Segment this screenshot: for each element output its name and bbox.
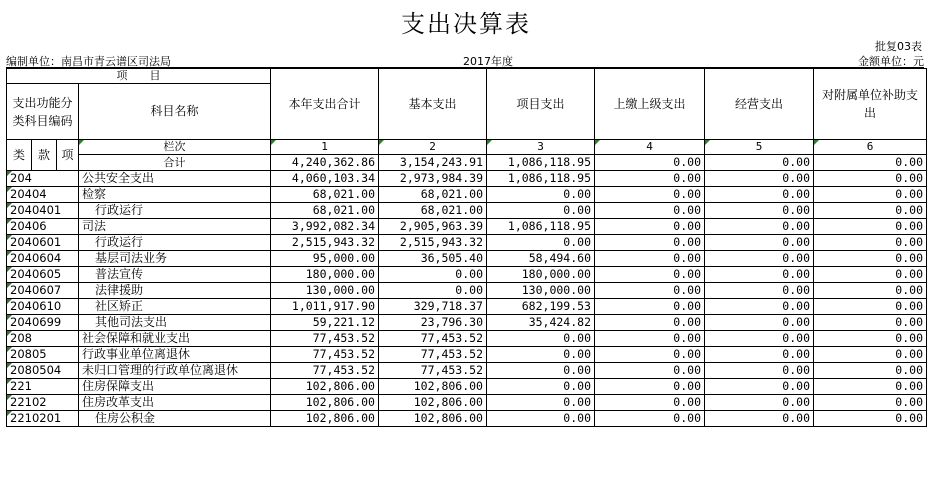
amount-cell[interactable]: 0.00: [705, 347, 814, 363]
amount-cell[interactable]: 0.00: [595, 331, 705, 347]
amount-cell[interactable]: 59,221.12: [271, 315, 379, 331]
func-code-cell[interactable]: 2080504: [7, 363, 79, 379]
subject-name-cell[interactable]: 未归口管理的行政单位离退休: [79, 363, 271, 379]
amount-cell[interactable]: 35,424.82: [487, 315, 595, 331]
subject-name-cell[interactable]: 住房公积金: [79, 411, 271, 427]
amount-cell[interactable]: 2,515,943.32: [271, 235, 379, 251]
amount-cell[interactable]: 102,806.00: [271, 411, 379, 427]
amount-cell[interactable]: 0.00: [705, 379, 814, 395]
amount-cell[interactable]: 0.00: [814, 331, 927, 347]
amount-cell[interactable]: 0.00: [705, 411, 814, 427]
amount-cell[interactable]: 0.00: [487, 347, 595, 363]
table-row: [7, 411, 927, 427]
amount-cell[interactable]: 0.00: [705, 315, 814, 331]
amount-cell[interactable]: 0.00: [814, 251, 927, 267]
func-code-cell[interactable]: 20805: [7, 347, 79, 363]
header-row-1: [7, 69, 927, 84]
amount-cell[interactable]: 68,021.00: [379, 187, 487, 203]
amount-cell[interactable]: 58,494.60: [487, 251, 595, 267]
header-total[interactable]: 本年支出合计: [271, 69, 379, 140]
header-lei[interactable]: 类: [7, 140, 32, 171]
table-row: [7, 187, 927, 203]
amount-cell[interactable]: 0.00: [814, 235, 927, 251]
func-code-cell[interactable]: 2210201: [7, 411, 79, 427]
amount-cell[interactable]: 0.00: [814, 267, 927, 283]
amount-cell[interactable]: 0.00: [814, 363, 927, 379]
col-number-2[interactable]: 2: [379, 140, 487, 155]
amount-unit: 金额单位：元: [858, 55, 924, 68]
amount-cell[interactable]: 0.00: [705, 251, 814, 267]
subject-name-cell[interactable]: 行政事业单位离退休: [79, 347, 271, 363]
amount-cell[interactable]: 0.00: [814, 347, 927, 363]
func-code-cell[interactable]: 204: [7, 171, 79, 187]
amount-cell[interactable]: 77,453.52: [271, 331, 379, 347]
header-project[interactable]: 项目支出: [487, 69, 595, 140]
subject-name-cell[interactable]: 其他司法支出: [79, 315, 271, 331]
amount-cell[interactable]: 0.00: [705, 219, 814, 235]
func-code-cell[interactable]: 208: [7, 331, 79, 347]
amount-cell[interactable]: 3,992,082.34: [271, 219, 379, 235]
amount-cell[interactable]: 77,453.52: [379, 363, 487, 379]
func-code-cell[interactable]: 221: [7, 379, 79, 395]
amount-cell[interactable]: 0.00: [814, 203, 927, 219]
func-code-cell[interactable]: 22102: [7, 395, 79, 411]
amount-cell[interactable]: 0.00: [814, 171, 927, 187]
amount-cell[interactable]: 0.00: [487, 203, 595, 219]
table-row: [7, 395, 927, 411]
header-basic[interactable]: 基本支出: [379, 69, 487, 140]
amount-cell[interactable]: 0.00: [487, 363, 595, 379]
subject-name-cell[interactable]: 公共安全支出: [79, 171, 271, 187]
header-subject-name[interactable]: 科目名称: [79, 84, 271, 140]
subject-name-cell[interactable]: 社区矫正: [79, 299, 271, 315]
col-number-5[interactable]: 5: [705, 140, 814, 155]
table-row: [7, 379, 927, 395]
total-row: [7, 155, 927, 171]
form-code: 批复03表: [875, 40, 922, 53]
amount-cell[interactable]: 102,806.00: [379, 395, 487, 411]
meta-row: [0, 52, 928, 68]
table-row: [7, 347, 927, 363]
func-code-cell[interactable]: 2040607: [7, 283, 79, 299]
table-row: [7, 299, 927, 315]
amount-cell[interactable]: 2,905,963.39: [379, 219, 487, 235]
table-row: [7, 267, 927, 283]
amount-cell[interactable]: 682,199.53: [487, 299, 595, 315]
amount-cell[interactable]: 180,000.00: [487, 267, 595, 283]
func-code-cell[interactable]: 20406: [7, 219, 79, 235]
amount-cell[interactable]: 0.00: [595, 251, 705, 267]
amount-cell[interactable]: 0.00: [705, 283, 814, 299]
amount-cell[interactable]: 102,806.00: [379, 411, 487, 427]
col-number-1[interactable]: 1: [271, 140, 379, 155]
amount-cell[interactable]: 0.00: [705, 331, 814, 347]
amount-cell[interactable]: 0.00: [487, 187, 595, 203]
col-number-6[interactable]: 6: [814, 140, 927, 155]
table-row: [7, 203, 927, 219]
amount-cell[interactable]: 0.00: [705, 267, 814, 283]
amount-cell[interactable]: 0.00: [705, 299, 814, 315]
amount-cell[interactable]: 0.00: [487, 379, 595, 395]
header-func-code[interactable]: 支出功能分类科目编码: [7, 84, 79, 140]
amount-cell[interactable]: 77,453.52: [271, 363, 379, 379]
amount-cell[interactable]: 0.00: [595, 363, 705, 379]
amount-cell[interactable]: 0.00: [487, 411, 595, 427]
amount-cell[interactable]: 0.00: [595, 235, 705, 251]
amount-cell[interactable]: 77,453.52: [271, 347, 379, 363]
amount-cell[interactable]: 77,453.52: [379, 331, 487, 347]
subject-name-cell[interactable]: 法律援助: [79, 283, 271, 299]
amount-cell[interactable]: 68,021.00: [379, 203, 487, 219]
table-row: [7, 219, 927, 235]
amount-cell[interactable]: 0.00: [595, 379, 705, 395]
amount-cell[interactable]: 36,505.40: [379, 251, 487, 267]
amount-cell[interactable]: 0.00: [595, 283, 705, 299]
func-code-cell[interactable]: 2040604: [7, 251, 79, 267]
col-number-3[interactable]: 3: [487, 140, 595, 155]
year-label: 2017年度: [463, 55, 513, 68]
amount-cell[interactable]: 0.00: [705, 171, 814, 187]
amount-cell[interactable]: 0.00: [487, 331, 595, 347]
total-cell[interactable]: 1,086,118.95: [487, 155, 595, 171]
amount-cell[interactable]: 0.00: [595, 203, 705, 219]
subject-name-cell[interactable]: 住房保障支出: [79, 379, 271, 395]
amount-cell[interactable]: 0.00: [814, 379, 927, 395]
unit-label: 编制单位：南昌市青云谱区司法局: [6, 55, 171, 68]
total-cell[interactable]: 3,154,243.91: [379, 155, 487, 171]
amount-cell[interactable]: 0.00: [595, 171, 705, 187]
subject-name-cell[interactable]: 基层司法业务: [79, 251, 271, 267]
amount-cell[interactable]: 1,086,118.95: [487, 171, 595, 187]
amount-cell[interactable]: 102,806.00: [379, 379, 487, 395]
amount-cell[interactable]: 95,000.00: [271, 251, 379, 267]
expenditure-table: [6, 68, 927, 427]
amount-cell[interactable]: 0.00: [595, 299, 705, 315]
amount-cell[interactable]: 0.00: [814, 219, 927, 235]
total-cell[interactable]: 0.00: [705, 155, 814, 171]
func-code-cell[interactable]: 2040610: [7, 299, 79, 315]
func-code-cell[interactable]: 2040601: [7, 235, 79, 251]
amount-cell[interactable]: 130,000.00: [487, 283, 595, 299]
amount-cell[interactable]: 77,453.52: [379, 347, 487, 363]
header-xiang[interactable]: 项: [57, 140, 79, 171]
header-heji[interactable]: 合计: [79, 155, 271, 171]
subject-name-cell[interactable]: 社会保障和就业支出: [79, 331, 271, 347]
amount-cell[interactable]: 0.00: [814, 395, 927, 411]
amount-cell[interactable]: 2,973,984.39: [379, 171, 487, 187]
amount-cell[interactable]: 0.00: [814, 283, 927, 299]
amount-cell[interactable]: 0.00: [705, 363, 814, 379]
header-upper[interactable]: 上缴上级支出: [595, 69, 705, 140]
amount-cell[interactable]: 0.00: [379, 283, 487, 299]
amount-cell[interactable]: 0.00: [814, 411, 927, 427]
header-kuan[interactable]: 款: [32, 140, 57, 171]
amount-cell[interactable]: 0.00: [595, 187, 705, 203]
amount-cell[interactable]: 102,806.00: [271, 379, 379, 395]
table-row: [7, 331, 927, 347]
func-code-cell[interactable]: 2040401: [7, 203, 79, 219]
amount-cell[interactable]: 0.00: [595, 395, 705, 411]
total-cell[interactable]: 0.00: [595, 155, 705, 171]
subject-name-cell[interactable]: 行政运行: [79, 203, 271, 219]
amount-cell[interactable]: 2,515,943.32: [379, 235, 487, 251]
amount-cell[interactable]: 0.00: [595, 315, 705, 331]
func-code-cell[interactable]: 2040605: [7, 267, 79, 283]
amount-cell[interactable]: 0.00: [814, 299, 927, 315]
amount-cell[interactable]: 4,060,103.34: [271, 171, 379, 187]
func-code-cell[interactable]: 2040699: [7, 315, 79, 331]
amount-cell[interactable]: 0.00: [595, 267, 705, 283]
total-cell[interactable]: 4,240,362.86: [271, 155, 379, 171]
amount-cell[interactable]: 0.00: [595, 347, 705, 363]
table-row: [7, 235, 927, 251]
amount-cell[interactable]: 180,000.00: [271, 267, 379, 283]
amount-cell[interactable]: 0.00: [487, 235, 595, 251]
amount-cell[interactable]: 102,806.00: [271, 395, 379, 411]
amount-cell[interactable]: 0.00: [487, 395, 595, 411]
amount-cell[interactable]: 1,011,917.90: [271, 299, 379, 315]
subject-name-cell[interactable]: 检察: [79, 187, 271, 203]
table-row: [7, 315, 927, 331]
header-lanci[interactable]: 栏次: [79, 140, 271, 155]
header-row-3: [7, 140, 927, 155]
amount-cell[interactable]: 0.00: [595, 411, 705, 427]
header-subsidy[interactable]: 对附属单位补助支出: [814, 69, 927, 140]
amount-cell[interactable]: 0.00: [705, 395, 814, 411]
amount-cell[interactable]: 0.00: [705, 203, 814, 219]
amount-cell[interactable]: 0.00: [595, 219, 705, 235]
total-cell[interactable]: 0.00: [814, 155, 927, 171]
subject-name-cell[interactable]: 普法宣传: [79, 267, 271, 283]
table-row: [7, 251, 927, 267]
subject-name-cell[interactable]: 行政运行: [79, 235, 271, 251]
amount-cell[interactable]: 130,000.00: [271, 283, 379, 299]
table-row: [7, 283, 927, 299]
amount-cell[interactable]: 68,021.00: [271, 203, 379, 219]
amount-cell[interactable]: 68,021.00: [271, 187, 379, 203]
amount-cell[interactable]: 329,718.37: [379, 299, 487, 315]
amount-cell[interactable]: 23,796.30: [379, 315, 487, 331]
amount-cell[interactable]: 0.00: [814, 187, 927, 203]
amount-cell[interactable]: 0.00: [814, 315, 927, 331]
table-row: [7, 171, 927, 187]
subject-name-cell[interactable]: 住房改革支出: [79, 395, 271, 411]
col-number-4[interactable]: 4: [595, 140, 705, 155]
amount-cell[interactable]: 1,086,118.95: [487, 219, 595, 235]
header-item[interactable]: 项 目: [7, 69, 271, 84]
func-code-cell[interactable]: 20404: [7, 187, 79, 203]
page-title: 支出决算表: [401, 10, 531, 38]
subject-name-cell[interactable]: 司法: [79, 219, 271, 235]
amount-cell[interactable]: 0.00: [705, 187, 814, 203]
amount-cell[interactable]: 0.00: [705, 235, 814, 251]
amount-cell[interactable]: 0.00: [379, 267, 487, 283]
table-row: [7, 363, 927, 379]
header-operate[interactable]: 经营支出: [705, 69, 814, 140]
